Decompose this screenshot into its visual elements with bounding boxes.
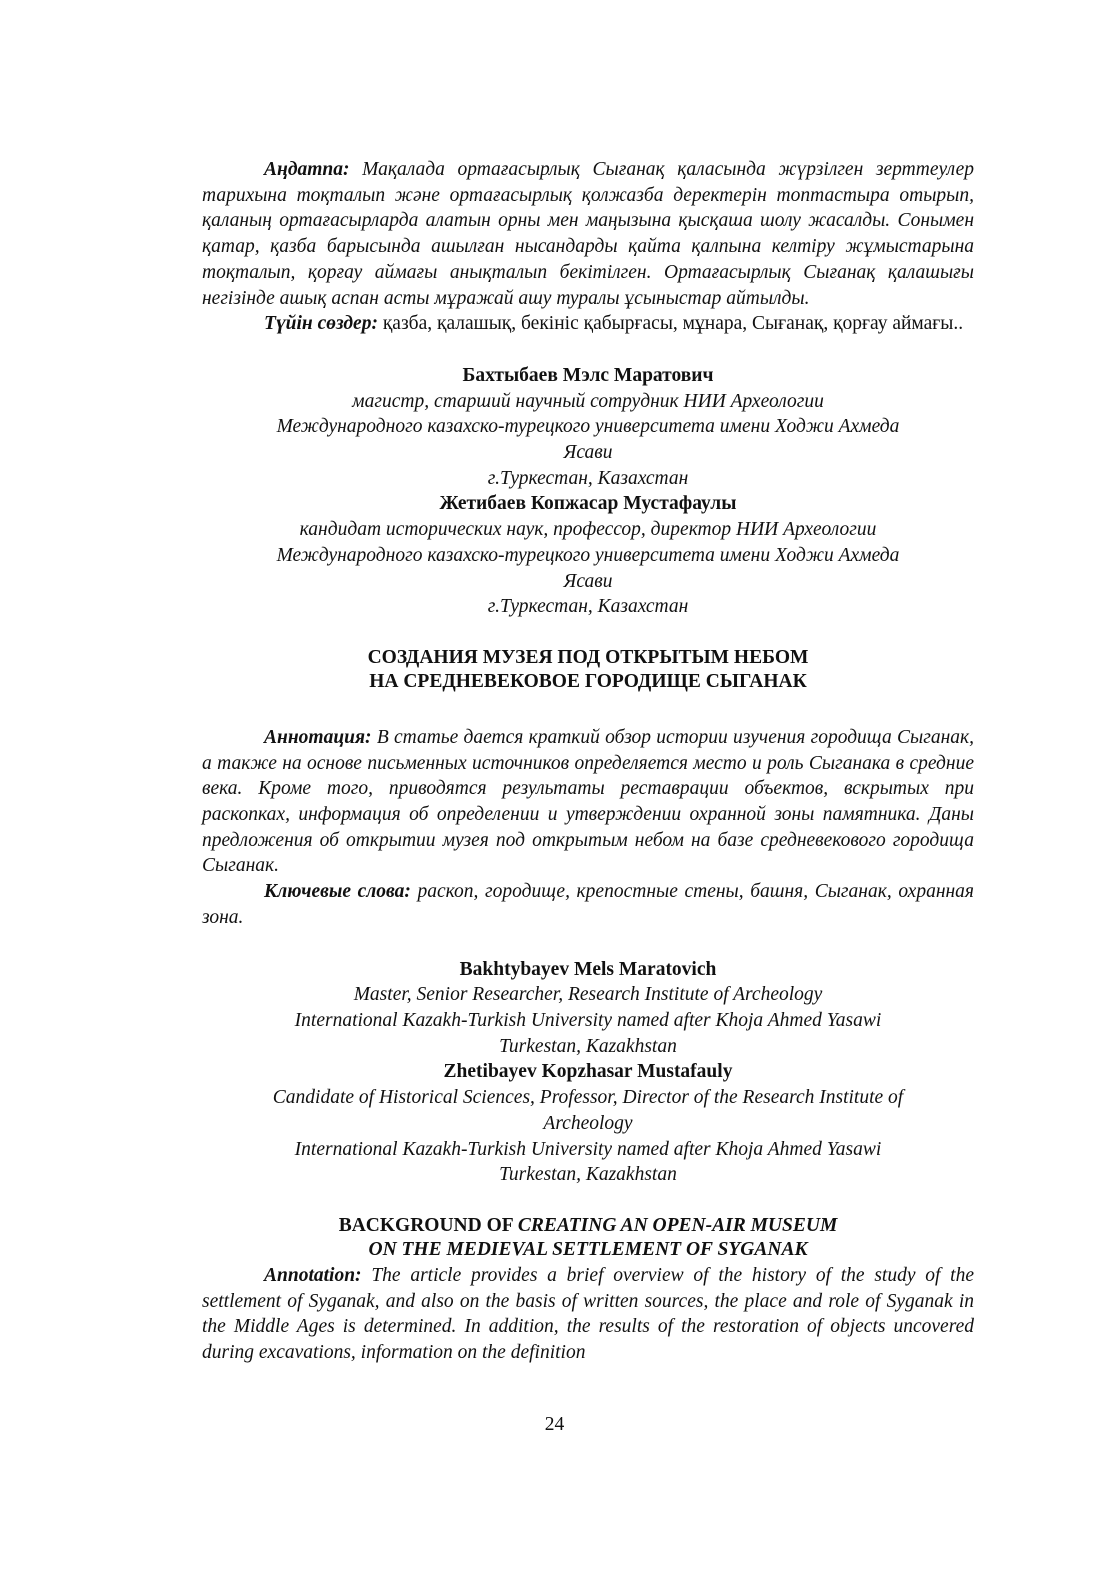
author-name: Bakhtybayev Mels Maratovich xyxy=(459,958,717,980)
english-title-italic: CREATING AN OPEN-AIR MUSEUM xyxy=(517,1214,838,1236)
author-affiliation-line: Candidate of Historical Sciences, Professor, Director of the Research Institute of xyxy=(272,1087,904,1109)
author-name: Бахтыбаев Мэлс Маратович xyxy=(462,364,714,386)
kazakh-abstract-label: Аңдатпа: xyxy=(264,159,350,180)
author-affiliation-line: Master, Senior Researcher, Research Institute of Archeology xyxy=(353,984,823,1006)
russian-abstract-text: В статье дается краткий обзор истории изучения городища Сыганак, а также на основе письменных источников определяется место и роль Сыганака в средние века. Кроме того, приводятся результаты реставрации объектов, вскрытых при раскопках, информация об определении и утверждении охранной зоны памятника. Даны предложения об открытии музея под открытым небом на базе средневекового городища Сыганак. xyxy=(202,726,974,877)
russian-keywords-label: Ключевые слова: xyxy=(264,881,411,903)
author-affiliation-line: Международного казахско-турецкого университета имени Ходжи Ахмеда xyxy=(276,416,900,438)
kazakh-abstract-text: Мақалада ортағасырлық Сығанақ қаласында жүрзілген зерттеулер тарихына тоқталып және ортағасырлық қолжазба деректерін топтастыра отырып, қаланың ортағасырларда алатын орны мен маңызына қысқаша шолу жасалды. Сонымен қатар, қазба барысында ашылған нысандарды қайта қалпына келтіру жұмыстарына тоқталып, қорғау аймағы анықталып бекітілген. Ортағасырлық Сығанақ қалашығы негізінде ашық аспан асты мұражай ашу туралы ұсыныстар айтылды. xyxy=(202,159,974,309)
author-affiliation-line: Archeology xyxy=(543,1112,633,1134)
kazakh-abstract xyxy=(202,157,974,311)
russian-keywords-text: раскоп, городище, крепостные стены, башня, Сыганак, охранная зона. xyxy=(202,881,975,928)
author-location: Turkestan, Kazakhstan xyxy=(499,1164,677,1186)
english-title xyxy=(202,1214,974,1263)
russian-abstract xyxy=(202,725,974,879)
english-title-line xyxy=(202,1214,974,1239)
author-name: Zhetibayev Kopzhasar Mustafauly xyxy=(443,1061,733,1083)
russian-authors xyxy=(202,363,974,620)
english-title-line: ON THE MEDIEVAL SETTLEMENT OF SYGANAK xyxy=(368,1239,808,1261)
author-location: Turkestan, Kazakhstan xyxy=(499,1035,677,1057)
author-affiliation-line: Международного казахско-турецкого университета имени Ходжи Ахмеда xyxy=(276,544,900,566)
russian-keywords xyxy=(202,879,974,930)
author-affiliation-line: International Kazakh-Turkish University named after Khoja Ahmed Yasawi xyxy=(294,1009,882,1031)
english-title-regular: BACKGROUND OF xyxy=(338,1214,513,1236)
english-abstract-label: Annotation: xyxy=(264,1264,362,1286)
kazakh-keywords xyxy=(202,311,974,337)
author-name: Жетибаев Копжасар Мустафаулы xyxy=(439,493,737,515)
author-affiliation-line: Ясави xyxy=(563,570,613,592)
author-affiliation-line: Ясави xyxy=(563,442,613,464)
english-abstract-text: The article provides a brief overview of the history of the study of the settlement of Syganak, and also on the basis of written sources, the place and role of Syganak in the Middle Ages is determined. In addition, the results of the restoration of objects uncovered during excavations, information on the definition xyxy=(202,1264,974,1364)
kazakh-keywords-text: қазба, қалашық, бекініс қабырғасы, мұнара, Сығанақ, қорғау аймағы.. xyxy=(382,313,964,335)
russian-title-line: СОЗДАНИЯ МУЗЕЯ ПОД ОТКРЫТЫМ НЕБОМ xyxy=(367,646,809,668)
english-authors xyxy=(202,957,974,1188)
kazakh-keywords-label: Түйін сөздер: xyxy=(264,313,378,335)
english-abstract xyxy=(202,1263,974,1366)
author-affiliation-line: кандидат исторических наук, профессор, директор НИИ Археологии xyxy=(299,519,877,541)
author-location: г.Туркестан, Казахстан xyxy=(487,596,689,618)
author-location: г.Туркестан, Казахстан xyxy=(487,467,689,489)
russian-title xyxy=(202,646,974,695)
author-affiliation-line: магистр, старший научный сотрудник НИИ Археологии xyxy=(352,390,824,412)
author-affiliation-line: International Kazakh-Turkish University named after Khoja Ahmed Yasawi xyxy=(294,1138,882,1160)
page-number: 24 xyxy=(544,1414,565,1435)
russian-abstract-label: Аннотация: xyxy=(264,726,372,748)
page-content xyxy=(202,157,974,1366)
russian-title-line: НА СРЕДНЕВЕКОВОЕ ГОРОДИЩЕ СЫГАНАК xyxy=(369,671,807,693)
